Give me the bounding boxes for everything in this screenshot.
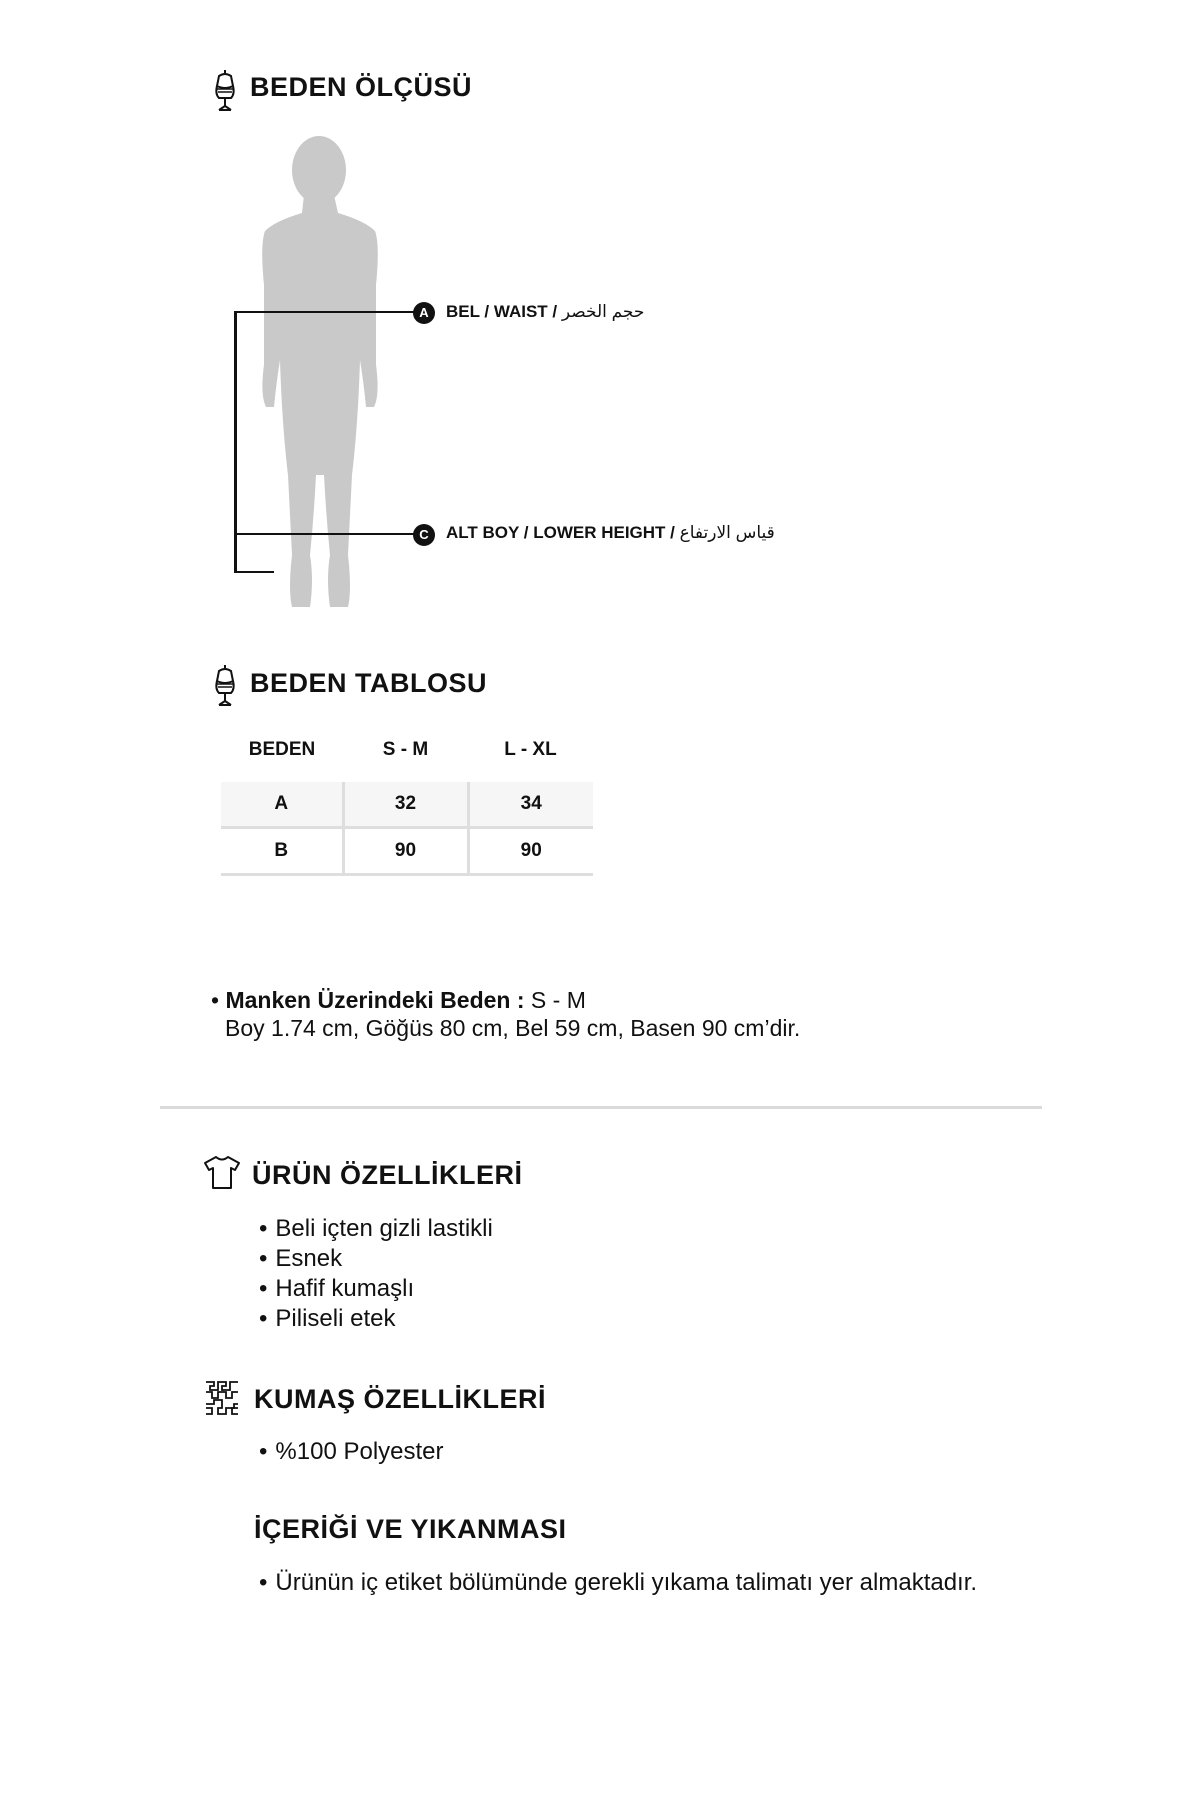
model-info: • Manken Üzerindeki Beden : S - M Boy 1.74 cm, Göğüs 80 cm, Bel 59 cm, Basen 90 cm’dir. xyxy=(211,986,1011,1042)
callout-lower-height xyxy=(446,523,775,543)
callout-waist xyxy=(446,302,644,322)
list-item: • Esnek xyxy=(259,1244,493,1274)
table-row xyxy=(221,782,593,828)
list-item: • Piliseli etek xyxy=(259,1304,493,1334)
callout-badge-c: C xyxy=(413,524,435,546)
callout-lower-height-arabic: قياس الارتفاع xyxy=(679,523,775,542)
list-item: • Hafif kumaşlı xyxy=(259,1274,493,1304)
product-features-list xyxy=(259,1214,493,1334)
model-info-label: Manken Üzerindeki Beden : xyxy=(225,987,525,1013)
callout-waist-arabic: حجم الخصر xyxy=(561,302,645,321)
table-cell: A xyxy=(221,782,343,828)
measure-bracket-bottom xyxy=(234,571,274,573)
waist-measure-line xyxy=(234,311,414,313)
measure-section-title: BEDEN ÖLÇÜSÜ xyxy=(250,72,473,102)
section-divider xyxy=(160,1106,1042,1109)
size-table-header: BEDEN xyxy=(248,739,316,760)
care-title: İÇERİĞİ VE YIKANMASI xyxy=(254,1514,567,1544)
fabric-features-title: KUMAŞ ÖZELLİKLERİ xyxy=(254,1384,546,1414)
model-info-details: Boy 1.74 cm, Göğüs 80 cm, Bel 59 cm, Basen 90 cm’dir. xyxy=(225,1015,801,1041)
product-features-title: ÜRÜN ÖZELLİKLERİ xyxy=(252,1160,523,1190)
list-item: • Beli içten gizli lastikli xyxy=(259,1214,493,1244)
callout-waist-label: BEL / WAIST / xyxy=(446,302,558,321)
tshirt-icon xyxy=(203,1154,241,1190)
mannequin-icon xyxy=(211,68,239,112)
fabric-features-list xyxy=(259,1437,444,1467)
table-row xyxy=(221,828,593,875)
size-table-header: L - XL xyxy=(504,739,557,760)
mannequin-icon xyxy=(211,663,239,707)
list-item: • %100 Polyester xyxy=(259,1437,444,1467)
size-table xyxy=(221,718,593,876)
size-table-header: S - M xyxy=(382,739,429,760)
model-info-size: S - M xyxy=(530,987,586,1013)
care-list: • Ürünün iç etiket bölümünde gerekli yıkama talimatı yer almaktadır. xyxy=(259,1569,978,1596)
callout-lower-height-label: ALT BOY / LOWER HEIGHT / xyxy=(446,523,675,542)
table-cell: 90 xyxy=(343,828,468,875)
table-cell: 32 xyxy=(343,782,468,828)
table-cell: B xyxy=(221,828,343,875)
body-silhouette xyxy=(230,135,410,620)
fabric-pattern-icon xyxy=(203,1379,241,1417)
table-cell: 34 xyxy=(468,782,593,828)
table-cell: 90 xyxy=(468,828,593,875)
list-item: Ürünün iç etiket bölümünde gerekli yıkama talimatı yer almaktadır. xyxy=(275,1569,978,1596)
size-table-header-row xyxy=(221,718,593,782)
callout-badge-a: A xyxy=(413,302,435,324)
lower-height-measure-line xyxy=(234,533,414,535)
size-table-title: BEDEN TABLOSU xyxy=(250,668,488,698)
